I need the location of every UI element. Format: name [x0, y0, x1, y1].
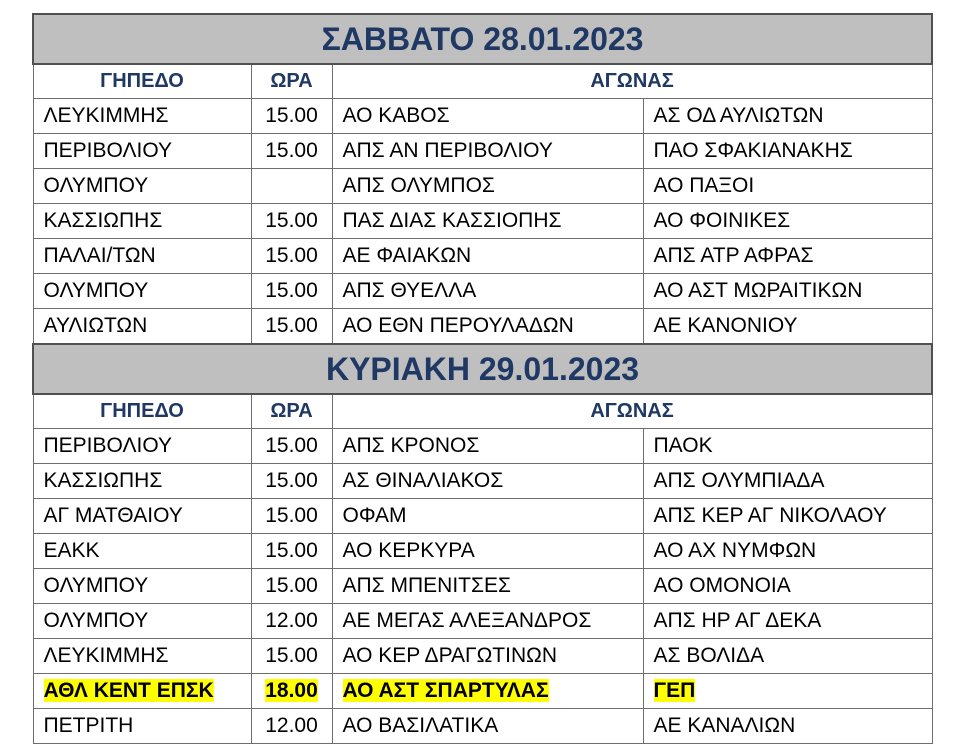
day-banner	[33, 344, 932, 394]
home-team-cell: ΑΟ ΚΕΡ ΔΡΑΓΩΤΙΝΩΝ	[332, 639, 643, 674]
day-title: ΚΥΡΙΑΚΗ 29.01.2023	[33, 344, 932, 394]
venue-cell: ΟΛΥΜΠΟΥ	[33, 274, 251, 309]
away-team-cell: ΑΠΣ ΑΤΡ ΑΦΡΑΣ	[643, 239, 932, 274]
header-venue: ΓΗΠΕΔΟ	[33, 394, 251, 429]
column-headers	[33, 64, 932, 99]
time-cell	[251, 169, 332, 204]
fixture-row	[33, 274, 932, 309]
venue-cell: ΟΛΥΜΠΟΥ	[33, 604, 251, 639]
fixture-row	[33, 569, 932, 604]
away-team-cell	[643, 674, 932, 709]
home-team-cell: ΑΠΣ ΘΥΕΛΛΑ	[332, 274, 643, 309]
fixture-row	[33, 604, 932, 639]
fixture-row	[33, 709, 932, 744]
venue-cell: ΟΛΥΜΠΟΥ	[33, 169, 251, 204]
away-team-cell: ΠΑΟΚ	[643, 429, 932, 464]
venue-cell	[33, 674, 251, 709]
home-team-cell: ΑΕ ΦΑΙΑΚΩΝ	[332, 239, 643, 274]
home-team-cell	[332, 674, 643, 709]
venue-cell: ΟΛΥΜΠΟΥ	[33, 569, 251, 604]
time-cell: 15.00	[251, 204, 332, 239]
day-banner	[33, 14, 932, 64]
venue-cell: ΑΓ ΜΑΤΘΑΙΟΥ	[33, 499, 251, 534]
day-title: ΣΑΒΒΑΤΟ 28.01.2023	[33, 14, 932, 64]
venue-cell: ΚΑΣΣΙΩΠΗΣ	[33, 464, 251, 499]
home-team-cell: ΑΠΣ ΚΡΟΝΟΣ	[332, 429, 643, 464]
time-cell: 15.00	[251, 134, 332, 169]
time-cell: 15.00	[251, 499, 332, 534]
away-team-cell-highlight: ΓΕΠ	[653, 679, 696, 702]
home-team-cell: ΑΠΣ ΜΠΕΝΙΤΣΕΣ	[332, 569, 643, 604]
home-team-cell: ΑΟ ΚΕΡΚΥΡΑ	[332, 534, 643, 569]
fixture-row	[33, 534, 932, 569]
time-cell: 15.00	[251, 309, 332, 345]
home-team-cell: ΑΟ ΚΑΒΟΣ	[332, 99, 643, 134]
venue-cell: ΚΑΣΣΙΩΠΗΣ	[33, 204, 251, 239]
away-team-cell: ΑΟ ΠΑΞΟΙ	[643, 169, 932, 204]
fixtures-body	[33, 14, 932, 744]
away-team-cell: ΑΟ ΑΣΤ ΜΩΡΑΙΤΙΚΩΝ	[643, 274, 932, 309]
venue-cell: ΕΑΚΚ	[33, 534, 251, 569]
fixture-row	[33, 309, 932, 345]
header-match: ΑΓΩΝΑΣ	[332, 64, 932, 99]
home-team-cell: ΑΕ ΜΕΓΑΣ ΑΛΕΞΑΝΔΡΟΣ	[332, 604, 643, 639]
column-headers	[33, 394, 932, 429]
venue-cell: ΛΕΥΚΙΜΜΗΣ	[33, 99, 251, 134]
home-team-cell: ΑΠΣ ΟΛΥΜΠΟΣ	[332, 169, 643, 204]
time-cell: 15.00	[251, 464, 332, 499]
away-team-cell: ΑΠΣ ΗΡ ΑΓ ΔΕΚΑ	[643, 604, 932, 639]
time-cell: 15.00	[251, 534, 332, 569]
time-cell: 15.00	[251, 429, 332, 464]
time-cell: 15.00	[251, 99, 332, 134]
fixtures-table	[32, 13, 933, 744]
header-time: ΩΡΑ	[251, 394, 332, 429]
venue-cell: ΛΕΥΚΙΜΜΗΣ	[33, 639, 251, 674]
away-team-cell: ΠΑΟ ΣΦΑΚΙΑΝΑΚΗΣ	[643, 134, 932, 169]
away-team-cell: ΑΣ ΟΔ ΑΥΛΙΩΤΩΝ	[643, 99, 932, 134]
away-team-cell: ΑΕ ΚΑΝΟΝΙΟΥ	[643, 309, 932, 345]
away-team-cell: ΑΠΣ ΟΛΥΜΠΙΑΔΑ	[643, 464, 932, 499]
away-team-cell: ΑΣ ΒΟΛΙΔΑ	[643, 639, 932, 674]
fixture-row	[33, 429, 932, 464]
time-cell-highlight: 18.00	[265, 679, 318, 702]
away-team-cell: ΑΠΣ ΚΕΡ ΑΓ ΝΙΚΟΛΑΟΥ	[643, 499, 932, 534]
time-cell: 12.00	[251, 709, 332, 744]
time-cell	[251, 674, 332, 709]
venue-cell: ΠΕΡΙΒΟΛΙΟΥ	[33, 429, 251, 464]
time-cell: 15.00	[251, 569, 332, 604]
fixture-row	[33, 639, 932, 674]
away-team-cell: ΑΟ ΟΜΟΝΟΙΑ	[643, 569, 932, 604]
home-team-cell: ΟΦΑΜ	[332, 499, 643, 534]
fixture-row	[33, 464, 932, 499]
home-team-cell-highlight: ΑΟ ΑΣΤ ΣΠΑΡΤΥΛΑΣ	[342, 679, 549, 702]
fixture-row	[33, 499, 932, 534]
header-time: ΩΡΑ	[251, 64, 332, 99]
fixture-row	[33, 169, 932, 204]
time-cell: 15.00	[251, 274, 332, 309]
home-team-cell: ΑΠΣ ΑΝ ΠΕΡΙΒΟΛΙΟΥ	[332, 134, 643, 169]
venue-cell: ΠΕΡΙΒΟΛΙΟΥ	[33, 134, 251, 169]
fixture-row	[33, 204, 932, 239]
fixture-row	[33, 134, 932, 169]
home-team-cell: ΑΟ ΒΑΣΙΛΑΤΙΚΑ	[332, 709, 643, 744]
home-team-cell: ΑΟ ΕΘΝ ΠΕΡΟΥΛΑΔΩΝ	[332, 309, 643, 345]
away-team-cell: ΑΟ ΑΧ ΝΥΜΦΩΝ	[643, 534, 932, 569]
home-team-cell: ΠΑΣ ΔΙΑΣ ΚΑΣΣΙΟΠΗΣ	[332, 204, 643, 239]
fixture-row	[33, 674, 932, 709]
venue-cell-highlight: ΑΘΛ ΚΕΝΤ ΕΠΣΚ	[43, 679, 214, 702]
time-cell: 15.00	[251, 239, 332, 274]
time-cell: 15.00	[251, 639, 332, 674]
away-team-cell: ΑΕ ΚΑΝΑΛΙΩΝ	[643, 709, 932, 744]
venue-cell: ΠΑΛΑΙ/ΤΩΝ	[33, 239, 251, 274]
home-team-cell: ΑΣ ΘΙΝΑΛΙΑΚΟΣ	[332, 464, 643, 499]
header-match: ΑΓΩΝΑΣ	[332, 394, 932, 429]
venue-cell: ΠΕΤΡΙΤΗ	[33, 709, 251, 744]
away-team-cell: ΑΟ ΦΟΙΝΙΚΕΣ	[643, 204, 932, 239]
fixture-row	[33, 239, 932, 274]
time-cell: 12.00	[251, 604, 332, 639]
header-venue: ΓΗΠΕΔΟ	[33, 64, 251, 99]
venue-cell: ΑΥΛΙΩΤΩΝ	[33, 309, 251, 345]
fixture-row	[33, 99, 932, 134]
